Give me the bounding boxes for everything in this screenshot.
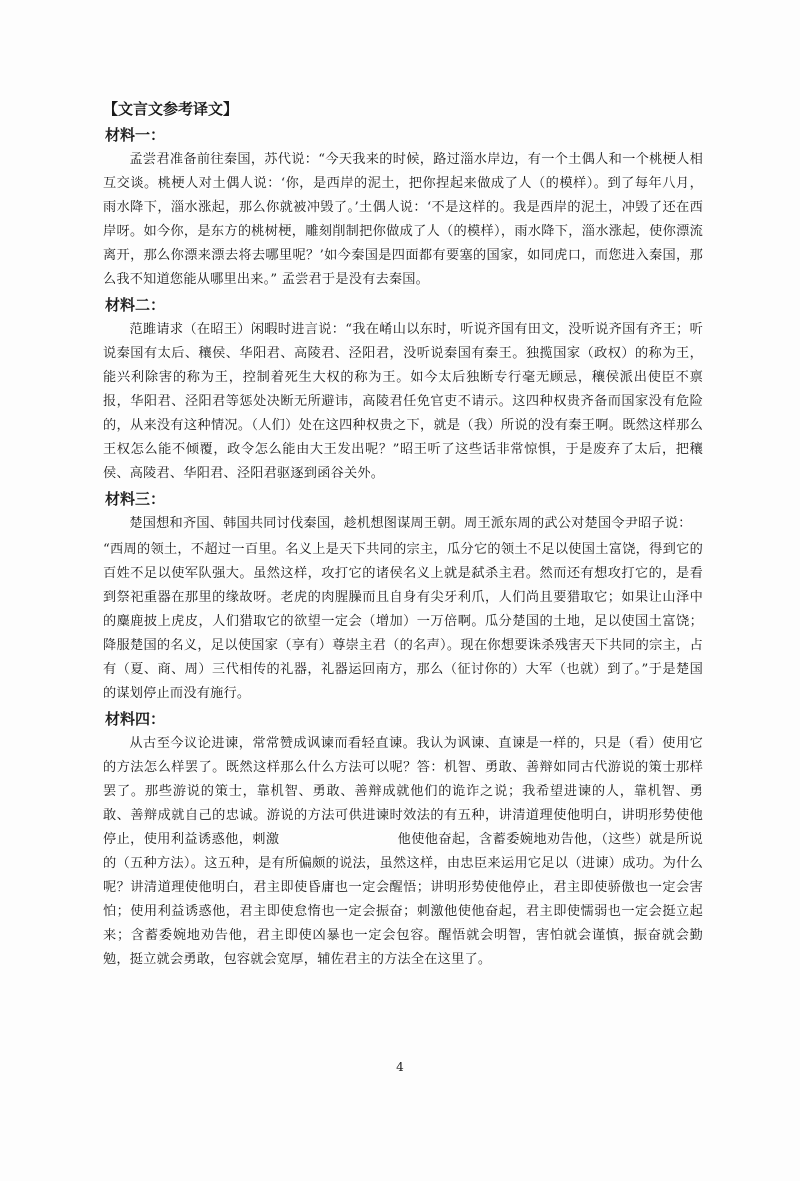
material-4-text-part-2: 他使他奋起，含蓄委婉地劝告他，（这些）就是所说的（五种方法）。这五种，是有所偏颇的说法，虽然这样，由忠臣来运用它足以（进谏）成功。为什么呢？讲清道理使他明白，君主即使昏庸也一定会醒悟；讲明形势使他停止，君主即使骄傲也一定会害怕；使用利益诱惑他，君主即使怠惰也一定会振奋；刺激他使他奋起，君主即使懦弱也一定会挺立起来；含蓄委婉地劝告他，君主即使凶暴也一定会包容。醒悟就会明智，害怕就会谨慎，振奋就会勤勉，挺立就会勇敢，包容就会宽厚，辅佐君主的方法全在这里了。 bbox=[103, 832, 703, 967]
section-heading: 【文言文参考译文】 bbox=[103, 100, 239, 118]
material-3-paragraph-intro: 楚国想和齐国、韩国共同讨伐秦国，趁机想图谋周王朝。周王派东周的武公对楚国令尹昭子说： bbox=[129, 516, 692, 531]
material-1-label: 材料一： bbox=[105, 126, 166, 144]
material-3-paragraph-quote: “西周的领土，不超过一百里。名义上是天下共同的宗主，瓜分它的领土不足以使国土富饶，得到它的百姓不足以使军队强大。虽然这样，攻打它的诸侯名义上就是弑杀主君。然而还有想攻打它的，是看到祭祀重器在那里的缘故呀。老虎的肉腥臊而且自身有尖牙利爪，人们尚且要猎取它；如果让山泽中的麋鹿披上虎皮，人们猎取它的欲望一定会（增加）一万倍啊。瓜分楚国的土地，足以使国土富饶；降服楚国的名义，足以使国家（享有）尊崇主君（的名声）。现在你想要诛杀残害天下共同的宗主，占有（夏、商、周）三代相传的礼器，礼器运回南方，那么（征讨你的）大军（也就）到了。”于是楚国的谋划停止而没有施行。 bbox=[103, 542, 703, 701]
material-2-label: 材料二： bbox=[105, 296, 166, 314]
material-2-paragraph: 范雎请求（在昭王）闲暇时进言说：“我在崤山以东时，听说齐国有田文，没听说齐国有齐王；听说秦国有太后、穰侯、华阳君、高陵君、泾阳君，没听说秦国有秦王。独揽国家（政权）的称为王，能兴利除害的称为王，控制着死生大权的称为王。如今太后独断专行毫无顾忌，穰侯派出使臣不禀报，华阳君、泾阳君等惩处决断无所避讳，高陵君任免官吏不请示。这四种权贵齐备而国家没有危险的，从来没有这种情况。（人们）处在这四种权贵之下，就是（我）所说的没有秦王啊。既然这样那么王权怎么能不倾覆，政令怎么能由大王发出呢？”昭王听了这些话非常惊惧，于是废弃了太后，把穰侯、高陵君、华阳君、泾阳君驱逐到函谷关外。 bbox=[103, 322, 703, 481]
page-number: 4 bbox=[396, 1060, 404, 1074]
material-4-paragraph bbox=[103, 732, 703, 972]
material-3-label: 材料三： bbox=[105, 490, 166, 508]
document-content bbox=[103, 98, 703, 974]
material-4-label: 材料四： bbox=[105, 710, 166, 728]
material-1-paragraph: 孟尝君准备前往秦国，苏代说：“今天我来的时候，路过淄水岸边，有一个土偶人和一个桃梗人相互交谈。桃梗人对土偶人说：‘你，是西岸的泥土，把你捏起来做成了人（的模样）。到了每年八月，雨水降下，淄水涨起，那么你就被冲毁了。’土偶人说：‘不是这样的。我是西岸的泥土，冲毁了还在西岸呀。如今你，是东方的桃树梗，雕刻削制把你做成了人（的模样），雨水降下，淄水涨起，使你漂流离开，那么你漂来漂去将去哪里呢？’如今秦国是四面都有要塞的国家，如同虎口，而您进入秦国，那么我不知道您能从哪里出来。” 孟尝君于是没有去秦国。 bbox=[103, 152, 703, 287]
material-4-text-part-1: 从古至今议论进谏，常常赞成讽谏而看轻直谏。我认为讽谏、直谏是一样的，只是（看）使用它的方法怎么样罢了。既然这样那么什么方法可以呢？答：机智、勇敢、善辩如同古代游说的策士那样罢了。那些游说的策士，靠机智、勇敢、善辩成就他们的诡诈之说；我希望进谏的人，靠机智、勇敢、善辩成就自己的忠诚。游说的方法可供进谏时效法的有五种，讲清道理使他明白，讲明形势使他停止，使用利益诱惑他，刺激 bbox=[103, 736, 703, 847]
